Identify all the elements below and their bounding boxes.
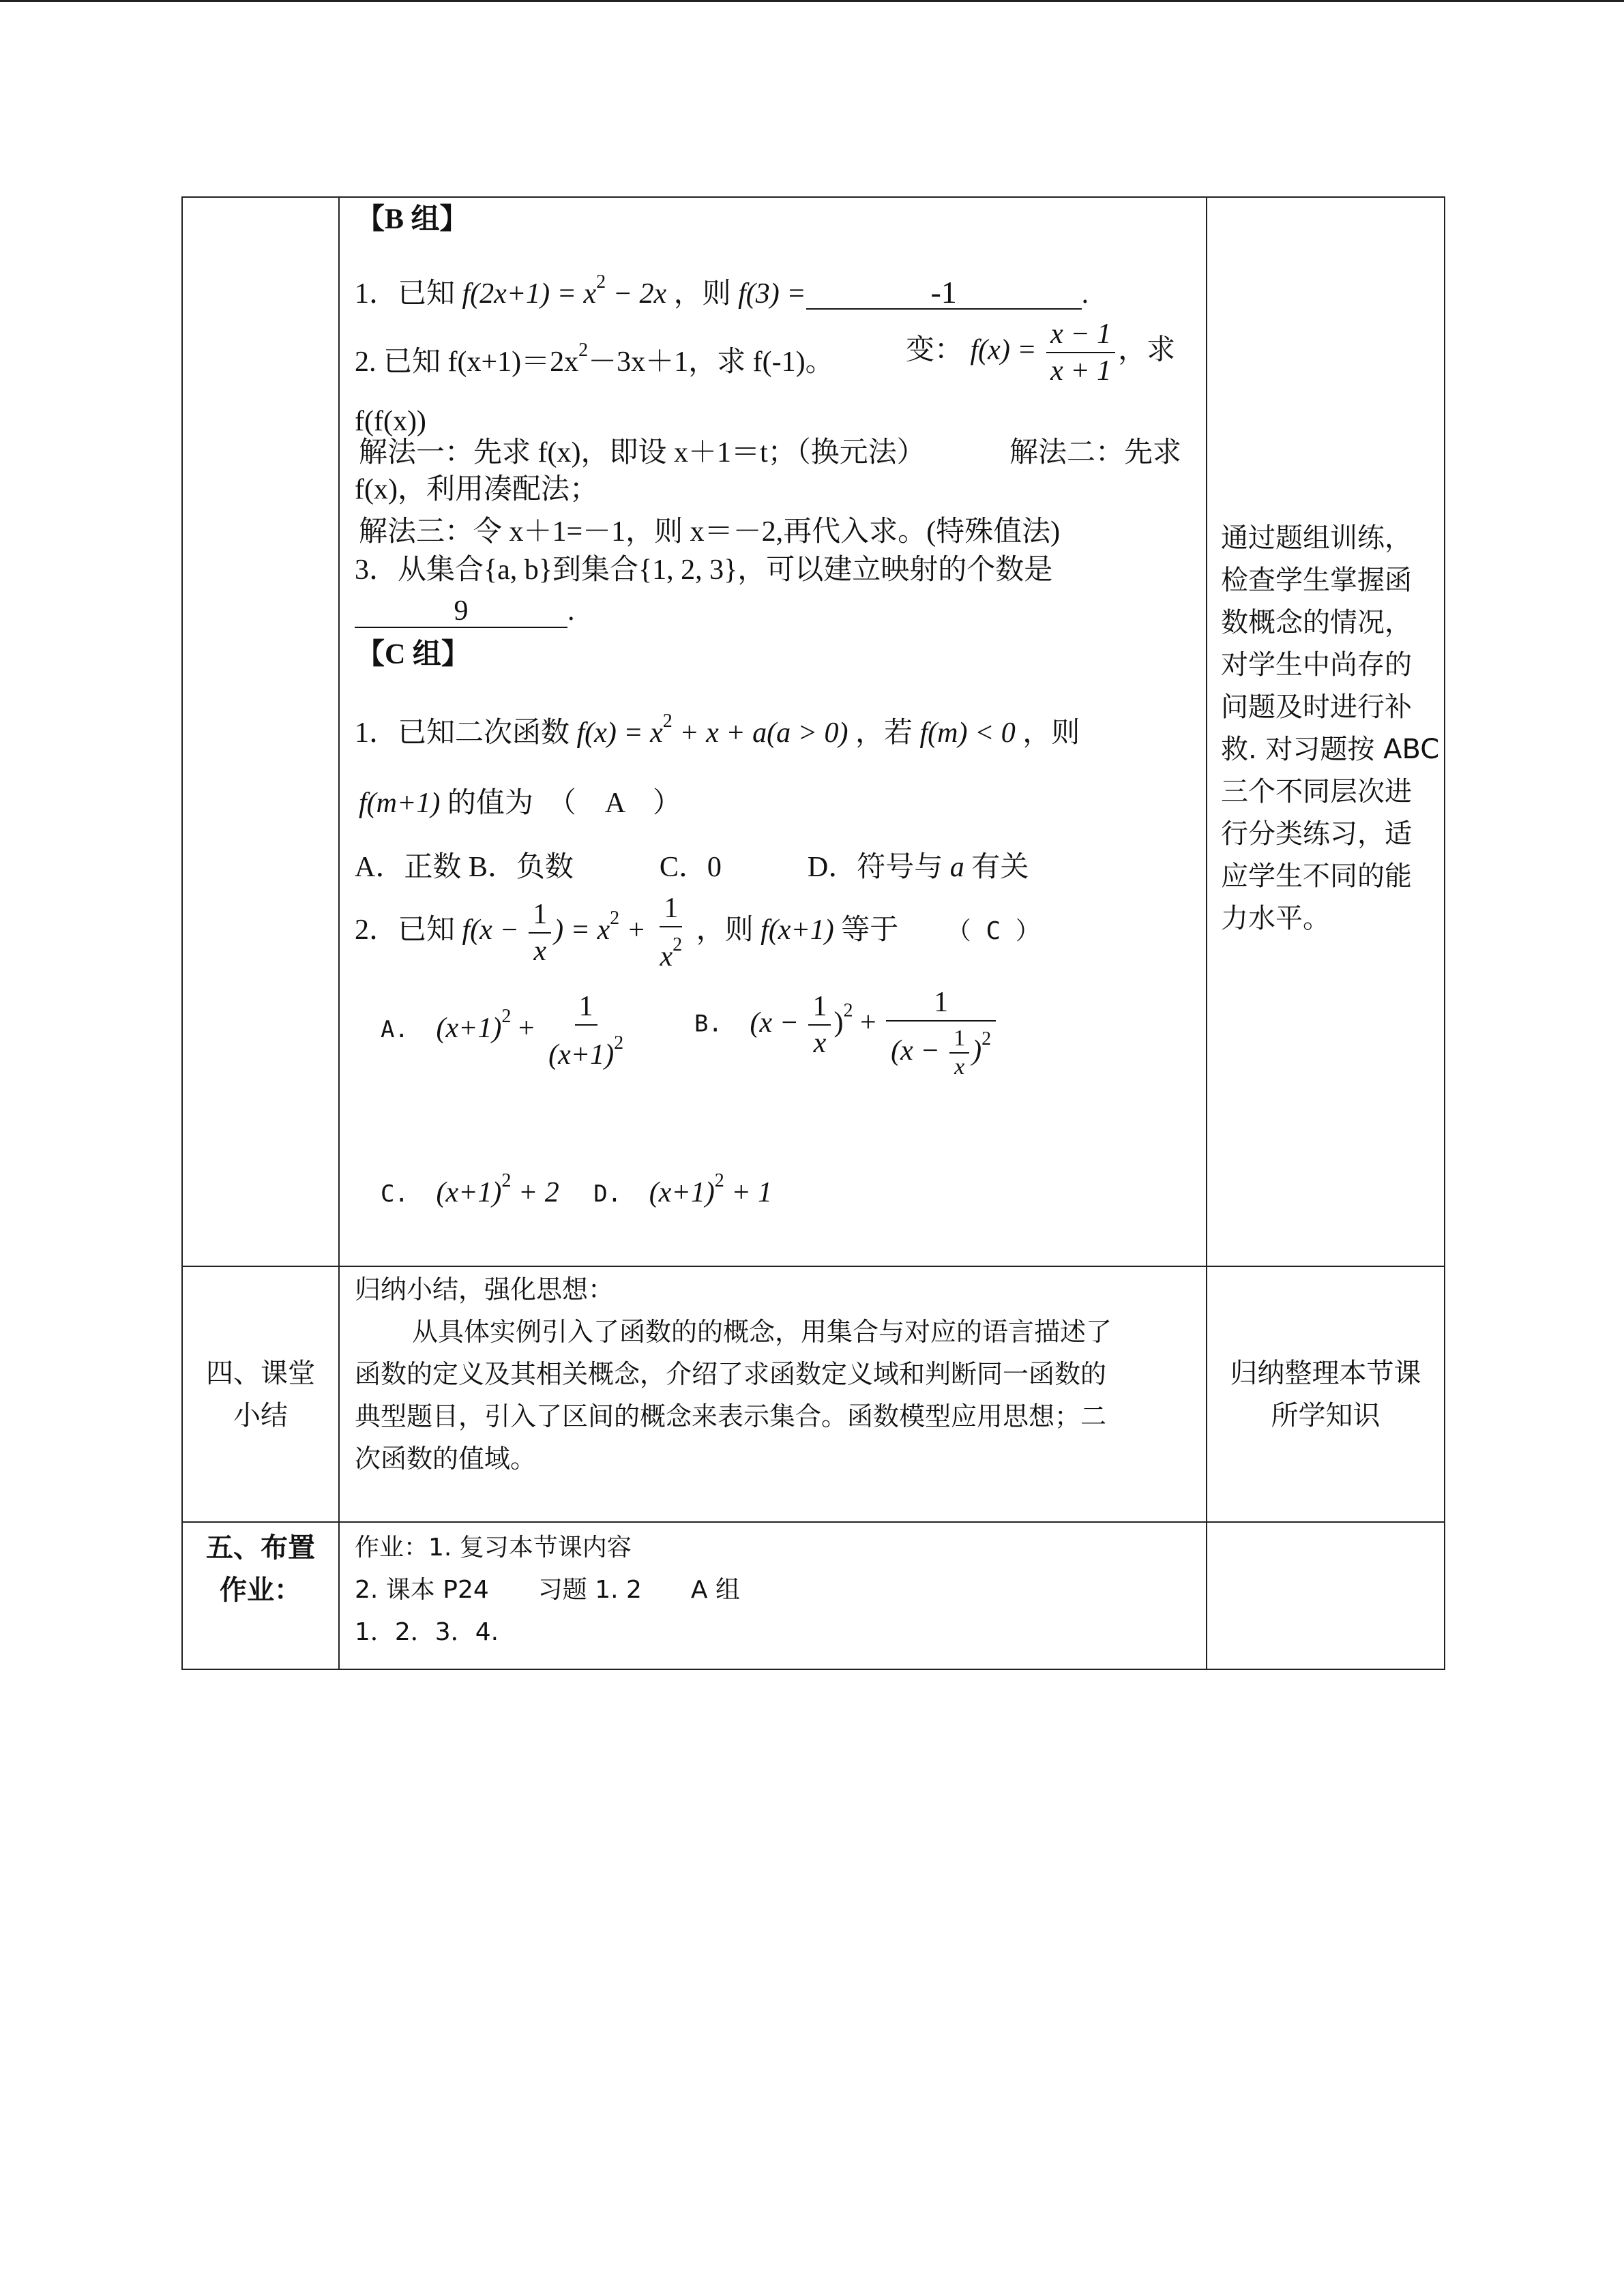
c-q2-frac1-num: 1 (529, 897, 551, 934)
c-q2-sup: 2 (610, 908, 620, 929)
c-q1-opt-a: a (949, 852, 964, 883)
b-q1-sup: 2 (596, 271, 606, 293)
opt-b-inner-den: x (813, 1028, 827, 1059)
b-q2-sup: 2 (578, 340, 589, 361)
opt-b-sup: 2 (843, 1000, 853, 1022)
opt-b-den-expr: (x − (891, 1035, 940, 1067)
opt-d-expr: (x+1) (649, 1177, 715, 1208)
c-group-heading: 【C 组】 (356, 639, 470, 670)
homework-label (183, 1523, 338, 1611)
opt-a-expr: (x+1) (436, 1013, 502, 1045)
b-q1-answer: -1 (806, 277, 1082, 310)
homework-line2: 2. 课本 P24 习题 1. 2 A 组 (355, 1576, 740, 1604)
lesson-plan-table (181, 196, 1445, 1670)
b-q2-fx: f(x) = (970, 334, 1037, 366)
solution-1: 解法一：先求 f(x)，即设 x＋1＝t；（换元法） (359, 437, 926, 468)
b-q2-ask: ，求 (1118, 334, 1176, 366)
c-q1-cond: f(m) < 0 (919, 717, 1016, 749)
opt-d-tail: + 1 (724, 1177, 773, 1208)
c-q1-expr: f(x) = x (576, 717, 663, 749)
c-q1-sup: 2 (662, 711, 673, 732)
solution-2b: f(x)，利用凑配法； (355, 474, 598, 505)
b-q3-answer: 9 (355, 595, 567, 628)
c-q1-opts: A．正数 B．负数 C．0 D．符号与 (355, 852, 943, 883)
opt-b-num: 1 (886, 985, 996, 1022)
summary-note-line1: 归纳整理本节课 (1230, 1357, 1421, 1389)
b-group-heading: 【B 组】 (356, 204, 469, 235)
homework-text (355, 1527, 740, 1654)
c-q2-option-c (381, 1162, 772, 1213)
c-q2-frac1-den: x (533, 935, 546, 967)
b-q2-line2: f(f(x)) (355, 406, 426, 437)
solution-3: 解法三：令 x＋1=－1，则 x＝－2,再代入求。(特殊值法) (359, 516, 1061, 548)
opt-a-label: A. (381, 1016, 409, 1044)
c-q1-then: ，则 (1022, 717, 1080, 749)
c-question-2 (355, 891, 1040, 974)
opt-b-den-den: x (954, 1054, 965, 1080)
homework-line1: 作业：1. 复习本节课内容 (355, 1534, 632, 1562)
opt-a-frac (544, 989, 628, 1073)
side-note (1221, 517, 1439, 940)
opt-c-expr: (x+1) (436, 1177, 502, 1208)
opt-b-den-num: 1 (949, 1025, 969, 1054)
side-note-line: 数概念的情况， (1221, 607, 1412, 638)
opt-b-inner-frac (808, 989, 831, 1061)
b-question-3: 3．从集合{a, b}到集合{1, 2, 3}，可以建立映射的个数是 (355, 554, 1053, 586)
c-q1-line2 (359, 784, 681, 822)
c-q2-frac2 (655, 891, 686, 974)
b-q1-lhs: f(2x+1) = x (462, 278, 597, 310)
b-q1-end: . (1081, 278, 1089, 310)
side-note-line: 问题及时进行补 (1221, 691, 1412, 723)
summary-lead: 归纳小结，强化思想： (355, 1274, 615, 1304)
opt-b-den-sup: 2 (981, 1028, 992, 1049)
b-q3-answer-line (355, 592, 575, 630)
side-note-line: 对学生中尚存的 (1221, 649, 1412, 681)
summary-label-line2: 小结 (233, 1399, 288, 1431)
side-note-line: 检查学生掌握函 (1221, 565, 1412, 596)
b-question-2-variant (906, 316, 1175, 389)
b-q1-f3: f(3) = (738, 278, 806, 310)
homework-label-cell (182, 1522, 339, 1669)
b-q2-fraction (1046, 316, 1115, 389)
c-q2-mid: ，则 (696, 914, 754, 946)
c-q2-prefix: 2．已知 (355, 914, 456, 946)
opt-a-den-expr: (x+1) (548, 1039, 615, 1071)
summary-line: 次函数的值域。 (355, 1444, 537, 1474)
summary-line: 函数的定义及其相关概念，介绍了求函数定义域和判断同一函数的 (355, 1359, 1107, 1389)
b-q3-end: . (567, 595, 575, 627)
c-q2-x2-sup: 2 (673, 934, 683, 955)
solution-2a: 解法二：先求 (1009, 437, 1182, 468)
opt-d-label: D. (593, 1180, 622, 1208)
side-note-line: 通过题组训练， (1221, 522, 1412, 554)
summary-label (183, 1352, 338, 1437)
opt-b-den: (x − $\frac{1}{x}$ )$^2$ (891, 1026, 992, 1080)
summary-label-line1: 四、课堂 (206, 1357, 315, 1389)
side-note-line: 力水平。 (1221, 903, 1330, 934)
homework-content-cell (339, 1522, 1207, 1669)
b-q2-var: 变： (906, 334, 964, 366)
side-note-line: 应学生不同的能 (1221, 861, 1412, 892)
side-note-line: 行分类练习，适 (1221, 818, 1412, 850)
summary-line: 从具体实例引入了函数的的概念，用集合与对应的语言描述了 (412, 1317, 1112, 1347)
c-q2-option-a: A. $(x+1)^2$ + $\frac{1}{(x+1)^2}$ (381, 989, 630, 1073)
b-question-2 (355, 331, 834, 381)
homework-note-cell (1207, 1522, 1445, 1669)
c-q1-prefix: 1．已知二次函数 (355, 717, 570, 749)
homework-label-line1: 五、布置 (206, 1532, 315, 1564)
opt-d-sup: 2 (714, 1170, 724, 1191)
opt-b-expr: (x − (750, 1007, 799, 1039)
c-q1-tail: + x + a(a > 0) (672, 717, 848, 749)
b-q2-den: x + 1 (1050, 355, 1112, 387)
opt-c-label: C. (381, 1180, 409, 1208)
b-q2-tail: －3x＋1，求 f(-1)。 (588, 346, 834, 378)
c-question-1 (355, 702, 1080, 752)
summary-note (1207, 1352, 1444, 1437)
row1-label-cell (182, 197, 339, 1266)
summary-note-line2: 所学知识 (1271, 1399, 1381, 1431)
b-question-1 (355, 263, 1089, 313)
c-q2-ask: f(x+1) (761, 914, 834, 946)
opt-a-den (544, 1026, 628, 1073)
summary-text (355, 1311, 1112, 1480)
summary-note-cell (1207, 1266, 1445, 1522)
c-q2-f: f(x − (462, 914, 519, 946)
c-q1-answer: 的值为 （ A ） (447, 788, 681, 819)
opt-b-label: B. (694, 1010, 722, 1038)
c-q1-mid: ，若 (855, 717, 913, 749)
homework-row (182, 1522, 1445, 1669)
opt-a-num: 1 (575, 989, 597, 1026)
opt-a-sup: 2 (501, 1006, 512, 1028)
homework-line3: 1．2．3．4. (355, 1618, 499, 1646)
c-q2-frac2-den (655, 927, 686, 974)
opt-c-tail: + 2 (511, 1177, 559, 1208)
side-note-line: 三个不同层次进 (1221, 776, 1412, 807)
top-border-line (0, 0, 1624, 2)
b-q1-tail: − 2x (606, 278, 667, 310)
c-q2-eq: ) = x (554, 914, 610, 946)
exercise-note-cell (1207, 197, 1445, 1266)
c-q1-opt-tail: 有关 (971, 852, 1029, 883)
opt-b-den-frac (949, 1025, 969, 1081)
c-q2-answer: （ C ） (946, 917, 1040, 946)
summary-line: 典型题目，引入了区间的概念来表示集合。函数模型应用思想；二 (355, 1401, 1107, 1431)
side-note-line: 救. 对习题按 ABC (1221, 734, 1440, 765)
summary-row (182, 1266, 1445, 1522)
b-q2-prefix: 2. 已知 f(x+1)＝2x (355, 346, 579, 378)
b-q1-prefix: 1．已知 (355, 278, 456, 310)
b-q1-mid: ，则 (673, 278, 731, 310)
c-q2-frac1 (529, 897, 551, 969)
opt-b-frac (886, 985, 996, 1081)
summary-content-cell (339, 1266, 1207, 1522)
opt-c-sup: 2 (501, 1170, 512, 1191)
homework-label-line2: 作业： (220, 1575, 301, 1606)
c-q1-options (355, 848, 1029, 886)
c-q2-x2: x (660, 941, 673, 972)
opt-a-den-sup: 2 (614, 1032, 624, 1054)
c-q2-ask-tail: 等于 (841, 914, 899, 946)
b-q2-num: x − 1 (1046, 316, 1115, 353)
opt-b-inner-num: 1 (808, 989, 831, 1026)
c-q2-frac2-num: 1 (660, 891, 682, 927)
summary-label-cell (182, 1266, 339, 1522)
c-q2-option-b: B. (x − $\frac{1}{x}$ )$^2$ + 1 (x − $\frac{1}{x}$ )$^2$ (694, 989, 999, 1081)
exercise-row (182, 197, 1445, 1266)
c-q1-fm1: f(m+1) (359, 788, 441, 819)
exercise-content-cell (339, 197, 1207, 1266)
c-q2-plus: + (619, 914, 646, 946)
